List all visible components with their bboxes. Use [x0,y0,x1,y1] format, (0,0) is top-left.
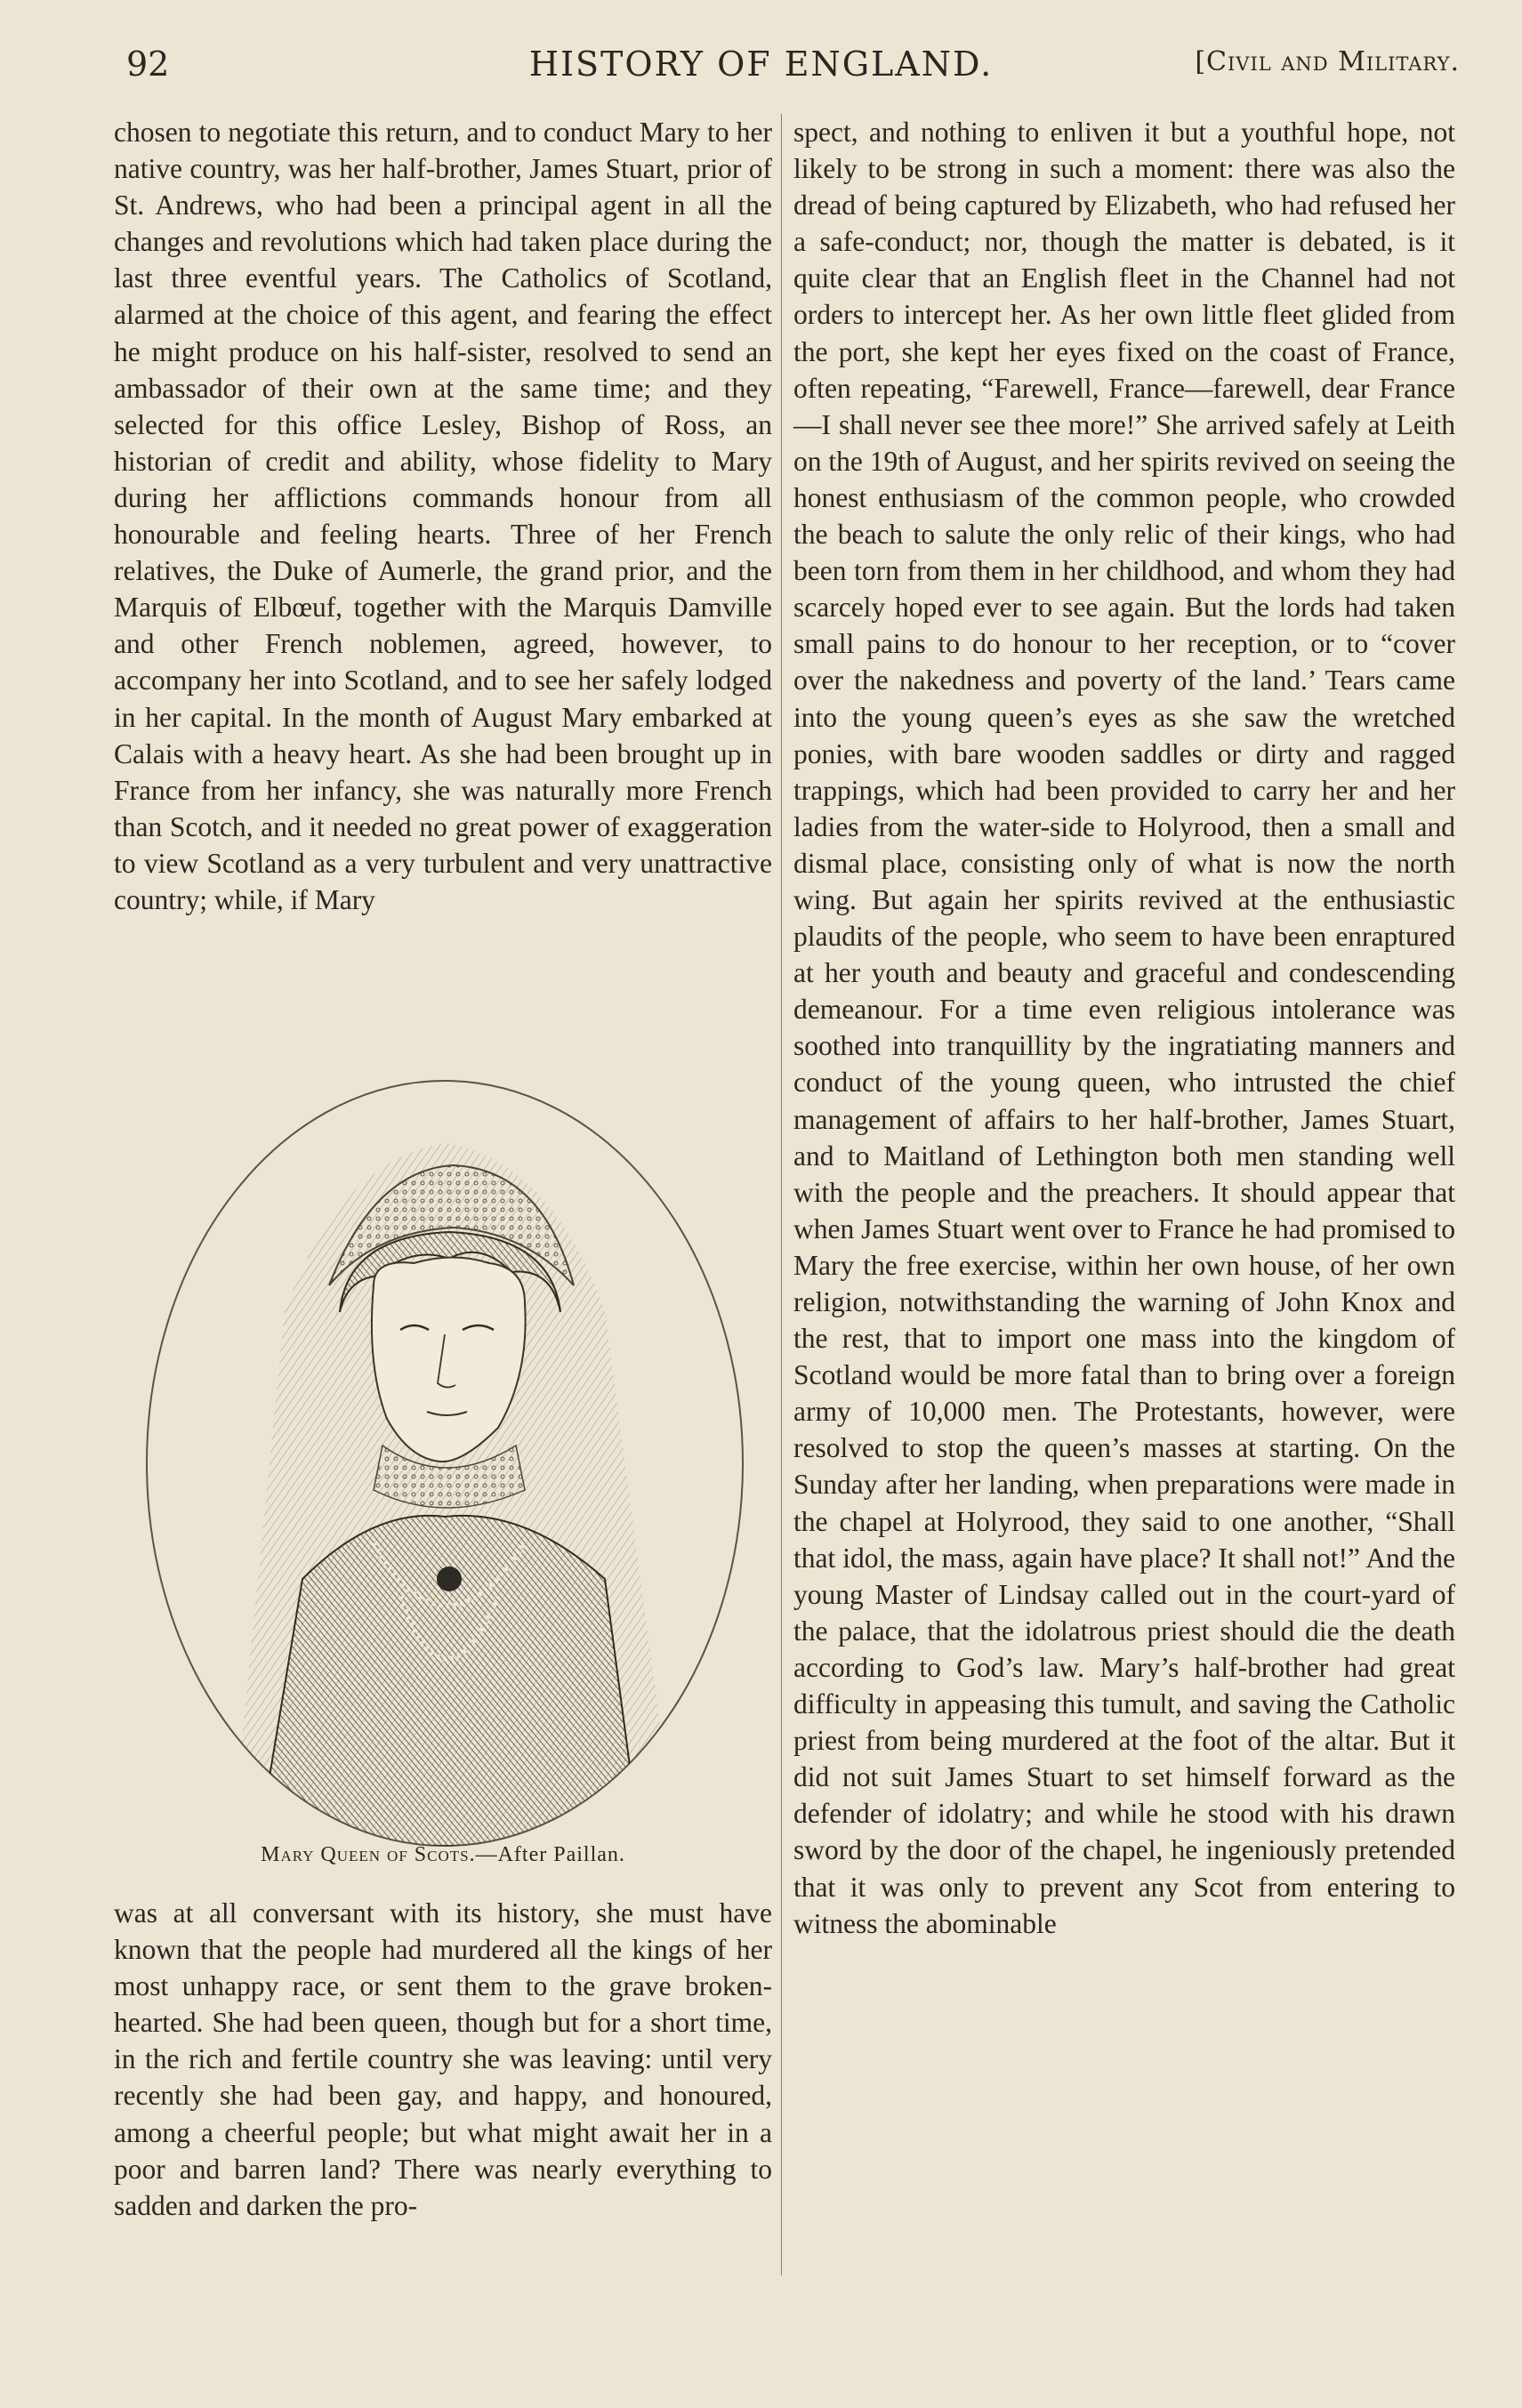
left-column-top-text: chosen to negotiate this return, and to conduct Mary to her native country, was her half-brother, James Stuart, prior of St. Andrews, who had been a principal agent in all the changes and revolutions which had taken place during the last three eventful years. The Catholics of Scotland, alarmed at the choice of this agent, and fearing the effect he might produce on his half-sister, resolved to send an ambassador of their own at the same time; and they selected for this office Lesley, Bishop of Ross, an historian of credit and ability, whose fidelity to Mary during her afflictions commands honour from all honourable and feeling hearts. Three of her French relatives, the Duke of Aumerle, the grand prior, and the Marquis of Elbœuf, together with the Marquis Damville and other French noblemen, agreed, however, to accompany her into Scotland, and to see her safely lodged in her capital. In the month of August Mary embarked at Calais with a heavy heart. As she had been brought up in France from her infancy, she was naturally more French than Scotch, and it needed no great power of exaggeration to view Scotland as a very turbulent and very unattractive country; while, if Mary [114,117,772,915]
page-number: 92 [126,44,170,84]
figure-caption [114,1843,772,1867]
left-column-bottom-text: was at all conversant with its history, she must have known that the people had murdered all the kings of her most unhappy race, or sent them to the grave broken-hearted. She had been queen, though but for a short time, in the rich and fertile country she was leaving: until very recently she had been gay, and happy, and honoured, among a cheerful people; but what might await her in a poor and barren land? There was nearly everything to sadden and darken the pro- [114,1897,772,2221]
right-column-text: spect, and nothing to enliven it but a youthful hope, not likely to be strong in such a moment: there was also the dread of being captured by Elizabeth, who had refused her a safe-conduct; nor, though the matter is debated, is it quite clear that an English fleet in the Channel had not orders to intercept her. As her own little fleet glided from the port, she kept her eyes fixed on the coast of France, often repeating, “Farewell, France—farewell, dear France—I shall never see thee more!” She arrived safely at Leith on the 19th of August, and her spirits revived on seeing the honest enthusiasm of the common people, who crowded the beach to salute the only relic of their kings, who had been torn from them in her childhood, and whom they had scarcely hoped ever to see again. But the lords had taken small pains to do honour to her reception, or to “cover over the nakedness and poverty of the land.’ Tears came into the young queen’s eyes as she saw the wretched ponies, with bare wooden saddles or dirty and ragged trappings, which had been provided to carry her and her ladies from the water-side to Holyrood, then a small and dismal place, consisting only of what is now the north wing. But again her spirits revived at the enthusiastic plaudits of the people, who seem to have been enraptured at her youth and beauty and graceful and condescending demeanour. For a time even religious intolerance was soothed into tranquillity by the ingratiating manners and conduct of the young queen, who intrusted the chief management of affairs to her half-brother, James Stuart, and to Maitland of Lethington both men standing well with the people and the preachers. It should appear that when James Stuart went over to France he had promised to Mary the free exercise, within her own house, of her own religion, notwithstanding the warning of John Knox and the rest, that to import one mass into the kingdom of Scotland would be more fatal than to bring over a foreign army of 10,000 men. The Protestants, however, were resolved to stop the queen’s masses at starting. On the Sunday after her landing, when preparations were made in the chapel at Holyrood, they said to one another, “Shall that idol, the mass, again have place? It shall not!” And the young Master of Lindsay called out in the court-yard of the palace, that the idolatrous priest should die the death according to God’s law. Mary’s half-brother had great difficulty in appeasing this tumult, and saving the Catholic priest from being murdered at the foot of the altar. But it did not suit James Stuart to set himself forward as the defender of idolatry; and while he stood with his drawn sword by the door of the chapel, he ingeniously pretended that it was only to prevent any Scot from entering to witness the abominable [793,117,1455,1939]
portrait-engraving [107,1045,783,1855]
caption-subject: Mary Queen of Scots. [261,1843,476,1866]
caption-credit: —After Paillan. [475,1843,625,1866]
left-column-top [114,114,772,918]
left-column-bottom [114,1895,772,2224]
right-column [793,114,1455,1942]
section-title: [Civil and Military. [1195,46,1460,77]
running-head [0,44,1522,89]
book-title: HISTORY OF ENGLAND. [528,44,994,84]
